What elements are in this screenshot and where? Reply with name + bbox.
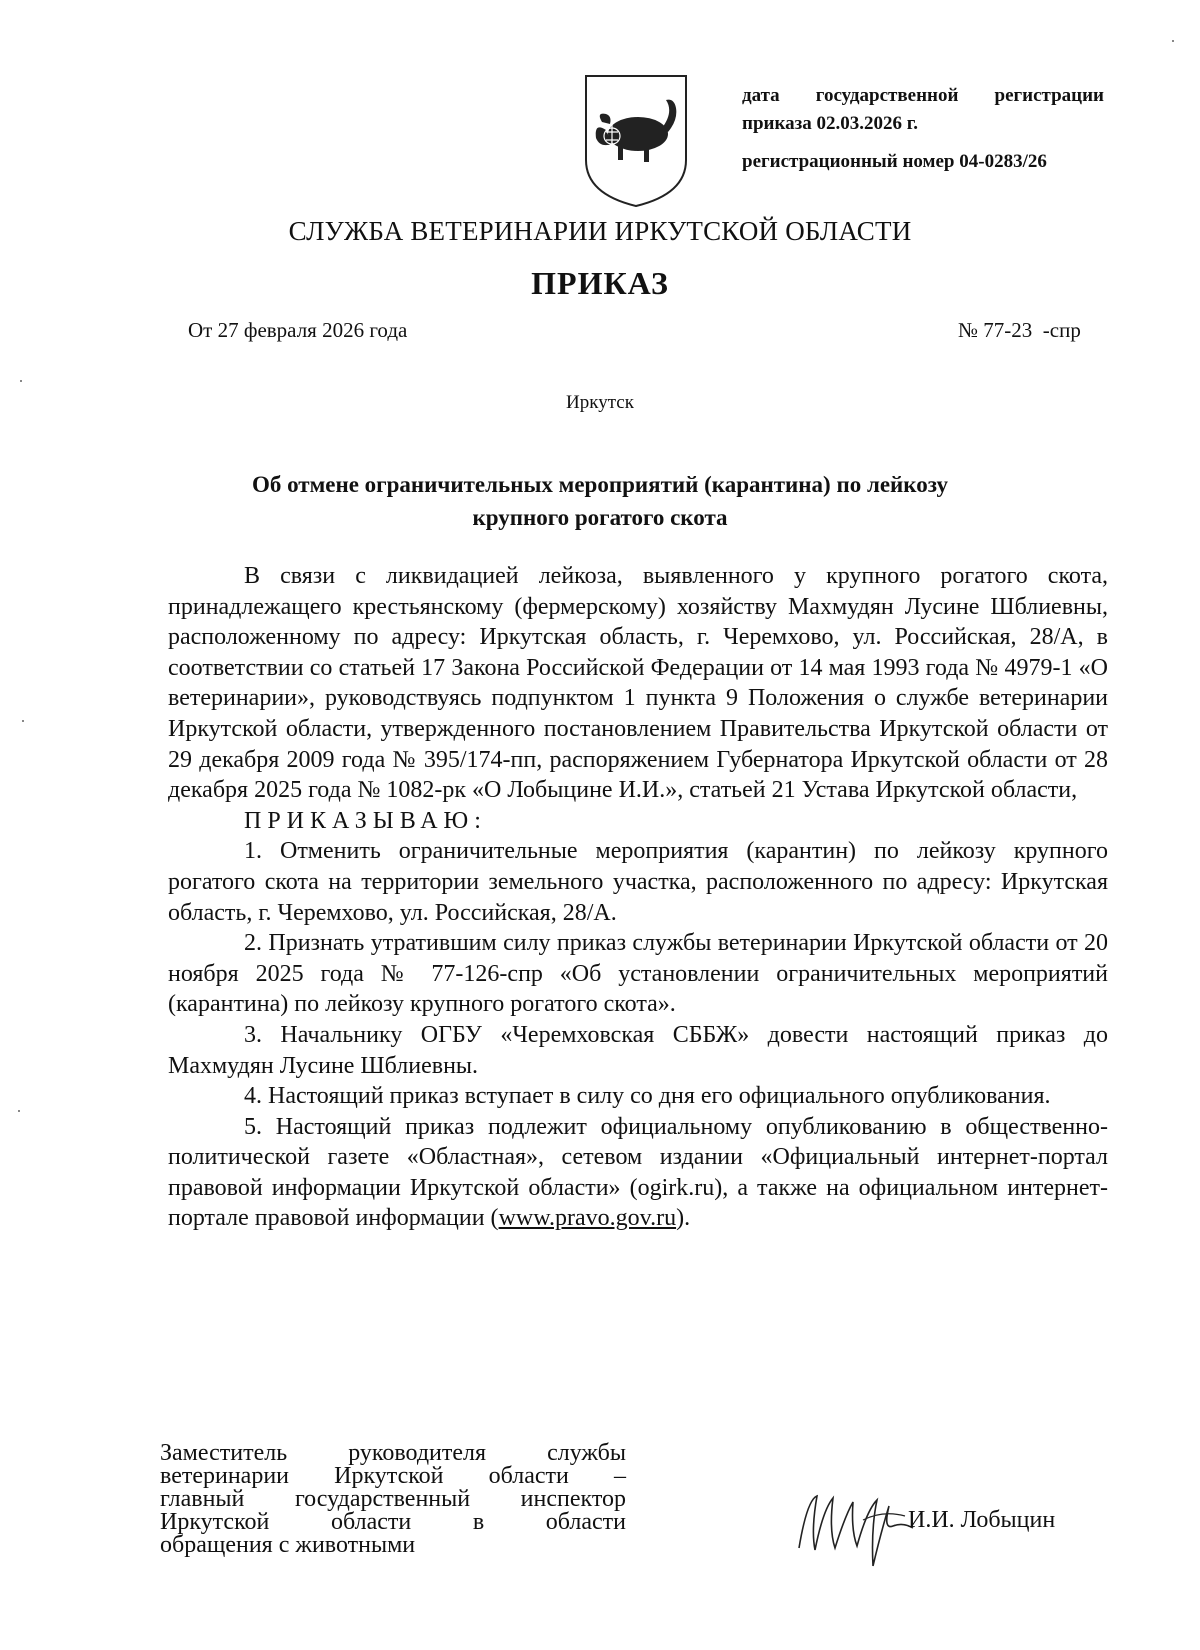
irkutsk-coat-of-arms-icon xyxy=(582,72,690,210)
signer-position-line-4: Иркутской области в области xyxy=(160,1509,626,1535)
document-kind: ПРИКАЗ xyxy=(531,265,669,301)
document-body xyxy=(168,561,1108,1234)
document-subject xyxy=(210,468,990,534)
registration-number: регистрационный номер 04-0283/26 xyxy=(742,151,1047,172)
order-item-2: 2. Признать утратившим силу приказ службы ветеринарии Иркутской области от 20 ноября 2025 года № 77-126-спр «Об установлении ограничительных мероприятий (карантина) по лейкозу крупного рогатого скота». xyxy=(168,930,1108,1018)
subject-line-1: Об отмене ограничительных мероприятий (карантина) по лейкозу xyxy=(251,472,949,497)
preamble-paragraph: В связи с ликвидацией лейкоза, выявленного у крупного рогатого скота, принадлежащего крестьянскому (фермерскому) хозяйству Махмудян Лусине Шблиевны, расположенному по адресу: Иркутская область, г. Черемхово, ул. Российская, 28/А, в соответствии со статьей 17 Закона Российской Федерации от 14 мая 1993 года № 4979-1 «О ветеринарии», руководствуясь подпунктом 1 пункта 9 Положения о службе ветеринарии Иркутской области, утвержденного постановлением Правительства Иркутской области от 29 декабря 2009 года № 395/174-пп, распоряжением Губернатора Иркутской области от 28 декабря 2025 года № 1082-рк «О Лобыцине И.И.», статьей 21 Устава Иркутской области, xyxy=(168,563,1108,804)
signer-position-line-1: Заместитель руководителя службы xyxy=(160,1440,626,1466)
document-number: № 77-23 -спр xyxy=(958,318,1081,342)
organization-title: СЛУЖБА ВЕТЕРИНАРИИ ИРКУТСКОЙ ОБЛАСТИ xyxy=(288,216,912,246)
pravo-gov-link[interactable]: www.pravo.gov.ru xyxy=(498,1205,677,1232)
signer-name: И.И. Лобыцин xyxy=(908,1507,1056,1533)
registration-date-line-2: приказа 02.03.2026 г. xyxy=(742,113,918,134)
signer-position-line-5: обращения с животными xyxy=(160,1532,416,1558)
signer-position-line-3: главный государственный инспектор xyxy=(160,1486,626,1512)
subject-line-2: крупного рогатого скота xyxy=(472,505,728,530)
signer-position-line-2: ветеринарии Иркутской области – xyxy=(160,1463,626,1489)
document-date: От 27 февраля 2026 года xyxy=(188,318,408,342)
order-item-5-end: ). xyxy=(676,1205,691,1232)
order-item-4: 4. Настоящий приказ вступает в силу со дня его официального опубликования. xyxy=(244,1083,1051,1110)
order-item-3: 3. Начальнику ОГБУ «Черемховская СББЖ» довести настоящий приказ до Махмудян Лусине Шблиевны. xyxy=(168,1021,1108,1079)
order-item-5-text: 5. Настоящий приказ подлежит официальному опубликованию в общественно-политической газете «Областная», сетевом издании «Официальный интернет-портал правовой информации Иркутской области» (ogirk.ru), а также на официальном интернет-портале правовой информации ( xyxy=(168,1113,1108,1232)
order-verb: ПРИКАЗЫВАЮ: xyxy=(244,807,487,834)
document-city: Иркутск xyxy=(566,392,634,413)
registration-info xyxy=(742,82,1104,176)
scan-speck xyxy=(18,1110,20,1112)
registration-date-line-1: дата государственной регистрации xyxy=(742,85,1104,106)
scan-speck xyxy=(22,720,24,722)
signer-position xyxy=(160,1442,626,1557)
order-item-5 xyxy=(168,1112,1108,1234)
scan-speck xyxy=(20,380,22,382)
scan-speck xyxy=(1172,40,1174,42)
order-item-1: 1. Отменить ограничительные мероприятия (карантин) по лейкозу крупного рогатого скота на территории земельного участка, расположенного по адресу: Иркутская область, г. Черемхово, ул. Российская, 28/А. xyxy=(168,838,1108,926)
